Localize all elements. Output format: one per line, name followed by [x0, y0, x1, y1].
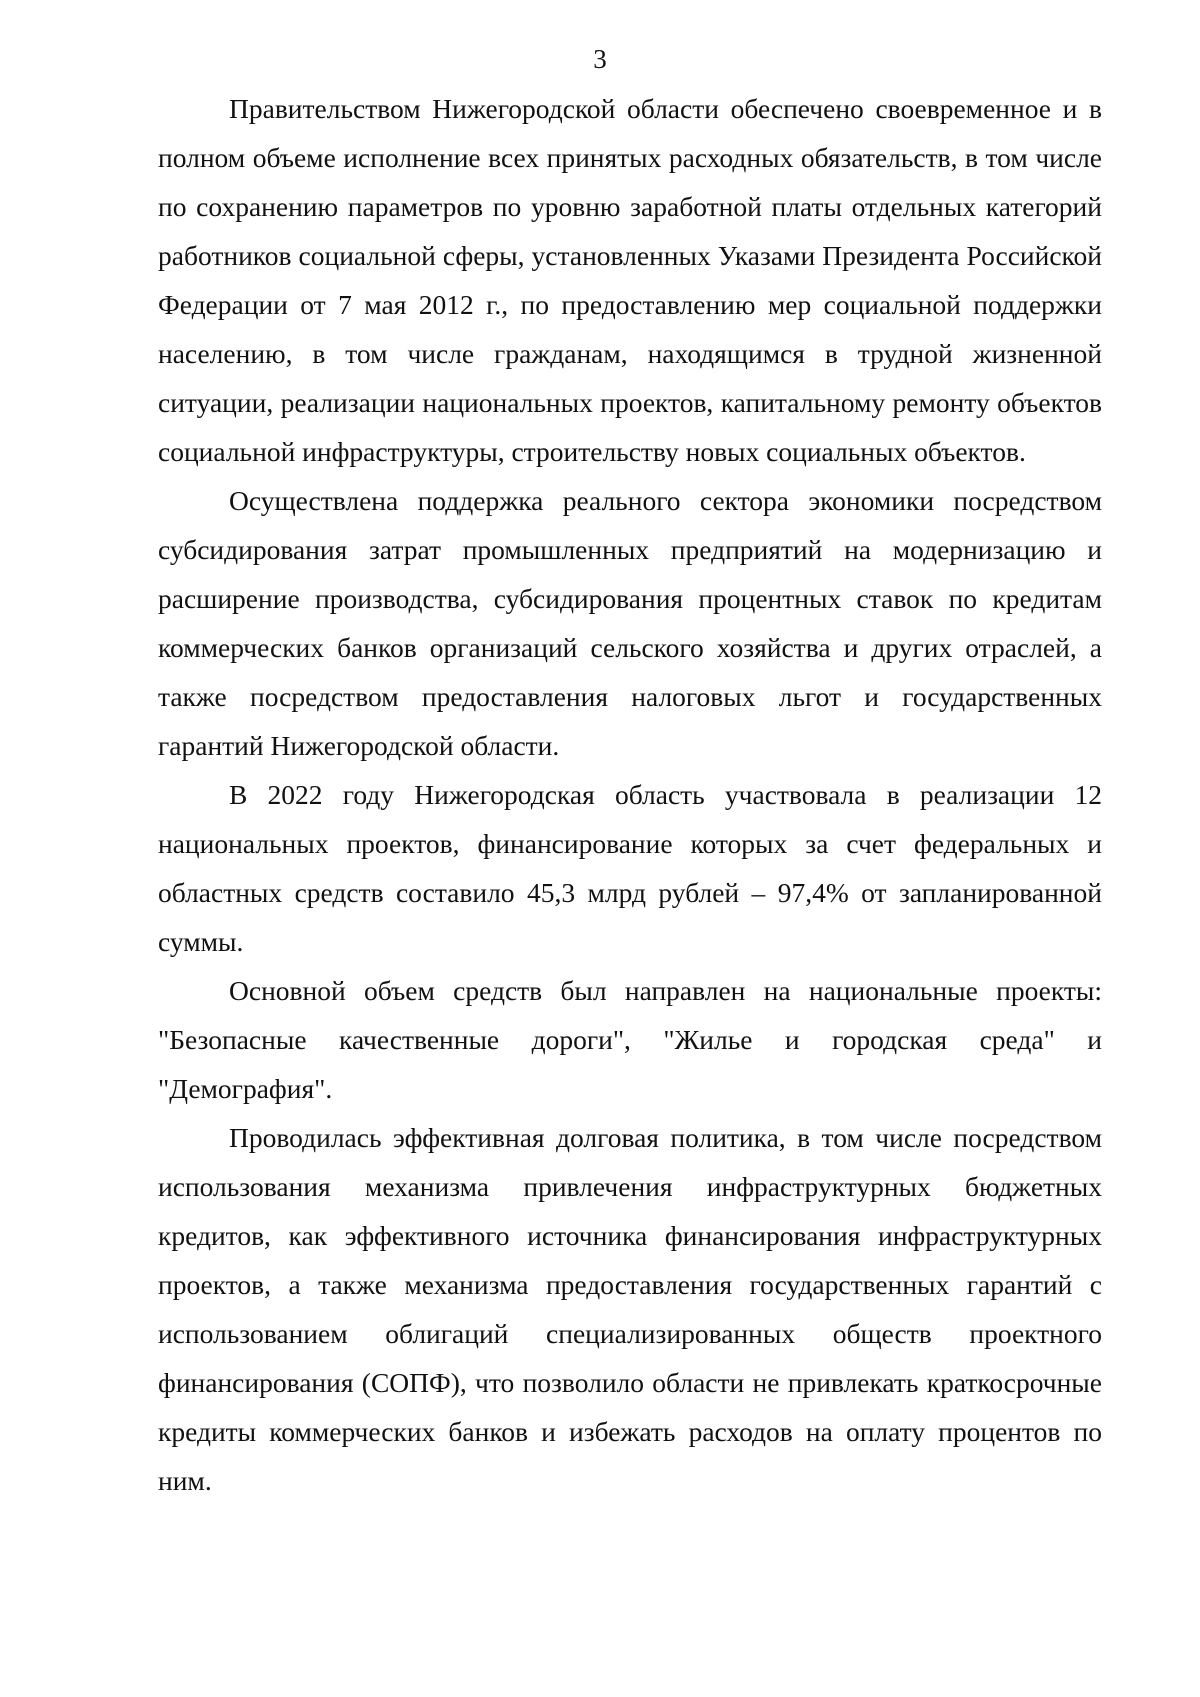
page-number: 3	[593, 44, 607, 74]
paragraph-spending-obligations: Правительством Нижегородской области обеспечено своевременное и в полном объеме исполнение всех принятых расходных обязательств, в том числе по сохранению параметров по уровню заработной платы отдельных категорий работников социальной сферы, установленных Указами Президента Российской Федерации от 7 мая 2012 г., по предоставлению мер социальной поддержки населению, в том числе гражданам, находящимся в трудной жизненной ситуации, реализации национальных проектов, капитальному ремонту объектов социальной инфраструктуры, строительству новых социальных объектов.	[158, 93, 1102, 467]
paragraph-national-projects-2022: В 2022 году Нижегородская область участвовала в реализации 12 национальных проектов, финансирование которых за счет федеральных и областных средств составило 45,3 млрд рублей – 97,4% от запланированной суммы.	[158, 779, 1102, 957]
paragraph-real-sector-support: Осуществлена поддержка реального сектора экономики посредством субсидирования затрат промышленных предприятий на модернизацию и расширение производства, субсидирования процентных ставок по кредитам коммерческих банков организаций сельского хозяйства и других отраслей, а также посредством предоставления налоговых льгот и государственных гарантий Нижегородской области.	[158, 485, 1102, 761]
paragraph-main-projects: Основной объем средств был направлен на национальные проекты: "Безопасные качественные дороги", "Жилье и городская среда" и "Демография".	[158, 975, 1102, 1104]
document-body	[158, 84, 1102, 1505]
paragraph-debt-policy: Проводилась эффективная долговая политика, в том числе посредством использования механизма привлечения инфраструктурных бюджетных кредитов, как эффективного источника финансирования инфраструктурных проектов, а также механизма предоставления государственных гарантий с использованием облигаций специализированных обществ проектного финансирования (СОПФ), что позволило области не привлекать краткосрочные кредиты коммерческих банков и избежать расходов на оплату процентов по ним.	[158, 1122, 1102, 1496]
